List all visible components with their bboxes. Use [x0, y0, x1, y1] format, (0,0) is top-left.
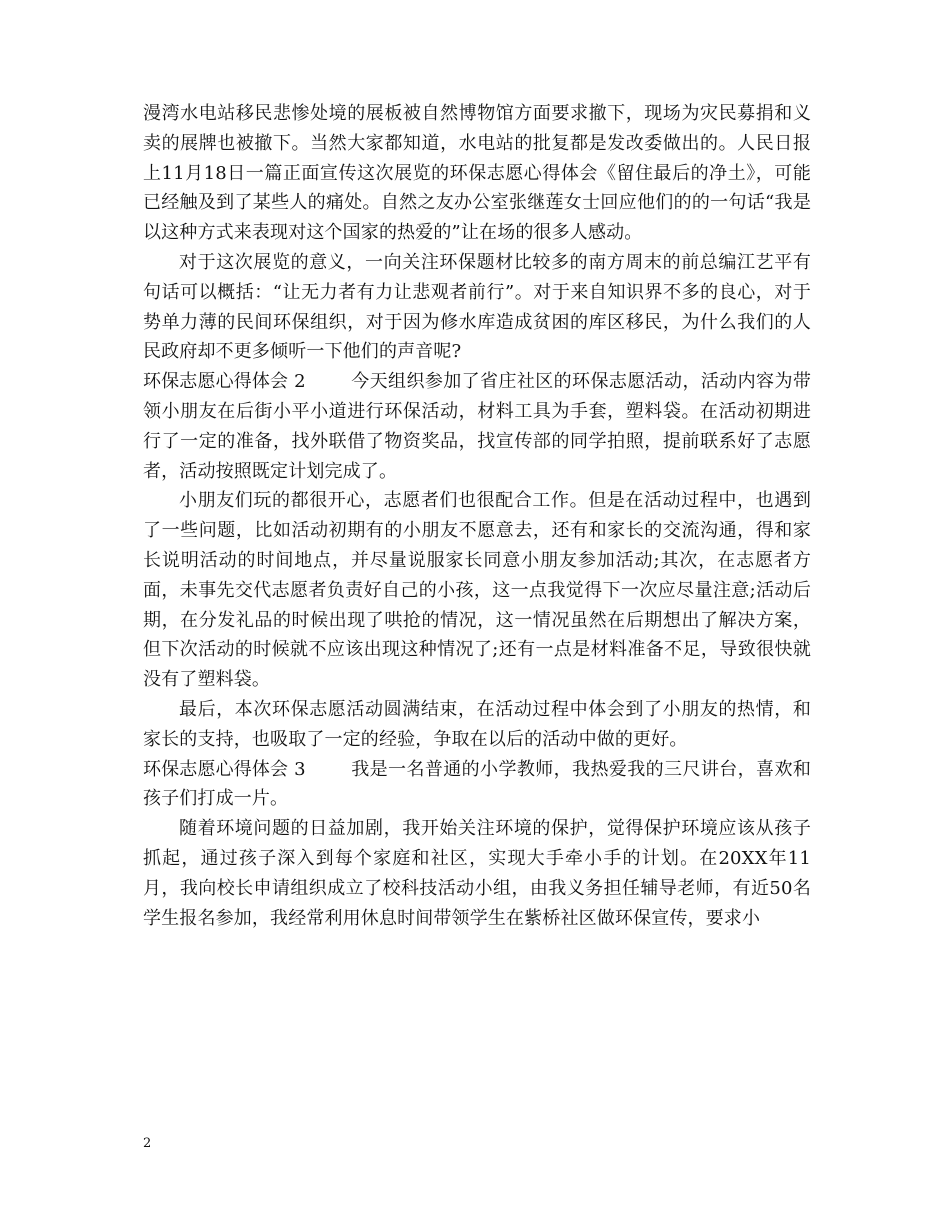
paragraph-5: 最后，本次环保志愿活动圆满结束，在活动过程中体会到了小朋友的热情，和家长的支持，也吸取了一定的经验，争取在以后的活动中做的更好。 — [143, 698, 811, 750]
paragraph-6 — [143, 755, 811, 815]
document-body — [143, 99, 811, 933]
section-heading-2: 环保志愿心得体会 2 — [143, 371, 306, 393]
paragraph-3-text: 今天组织参加了省庄社区的环保志愿活动，活动内容为带领小朋友在后街小平小道进行环保活动，材料工具为手套，塑料袋。在活动初期进行了一定的准备，找外联借了物资奖品，找宣传部的同学拍照，提前联系好了志愿者，活动按照既定计划完成了。 — [143, 371, 811, 482]
paragraph-1: 漫湾水电站移民悲惨处境的展板被自然博物馆方面要求撤下，现场为灾民募捐和义卖的展牌也被撤下。当然大家都知道，水电站的批复都是发改委做出的。人民日报上11月18日一篇正面宣传这次展览的环保志愿心得体会《留住最后的净土》，可能已经触及到了某些人的痛处。自然之友办公室张继莲女士回应他们的的一句话“我是以这种方式来表现对这个国家的热爱的”让在场的很多人感动。 — [143, 103, 811, 244]
paragraph-2: 对于这次展览的意义，一向关注环保题材比较多的南方周末的前总编江艺平有句话可以概括：“让无力者有力让悲观者前行”。对于来自知识界不多的良心，对于势单力薄的民间环保组织，对于因为修水库造成贫困的库区移民，为什么我们的人民政府却不更多倾听一下他们的声音呢? — [143, 251, 811, 363]
paragraph-3 — [143, 367, 811, 486]
section-heading-3: 环保志愿心得体会 3 — [143, 758, 306, 780]
page-number: 2 — [143, 1136, 152, 1151]
paragraph-7: 随着环境问题的日益加剧，我开始关注环境的保护，觉得保护环境应该从孩子抓起，通过孩子深入到每个家庭和社区，实现大手牵小手的计划。在20XX年11月，我向校长申请组织成立了校科技活动小组，由我义务担任辅导老师，有近50名学生报名参加，我经常利用休息时间带领学生在紫桥社区做环保宣传，要求小 — [143, 818, 811, 929]
paragraph-6-text: 我是一名普通的小学教师，我热爱我的三尺讲台，喜欢和孩子们打成一片。 — [143, 758, 811, 810]
paragraph-4: 小朋友们玩的都很开心，志愿者们也很配合工作。但是在活动过程中，也遇到了一些问题，比如活动初期有的小朋友不愿意去，还有和家长的交流沟通，得和家长说明活动的时间地点，并尽量说服家长同意小朋友参加活动;其次，在志愿者方面，未事先交代志愿者负责好自己的小孩，这一点我觉得下一次应尽量注意;活动后期，在分发礼品的时候出现了哄抢的情况，这一情况虽然在后期想出了解决方案，但下次活动的时候就不应该出现这种情况了;还有一点是材料准备不足，导致很快就没有了塑料袋。 — [143, 490, 811, 691]
